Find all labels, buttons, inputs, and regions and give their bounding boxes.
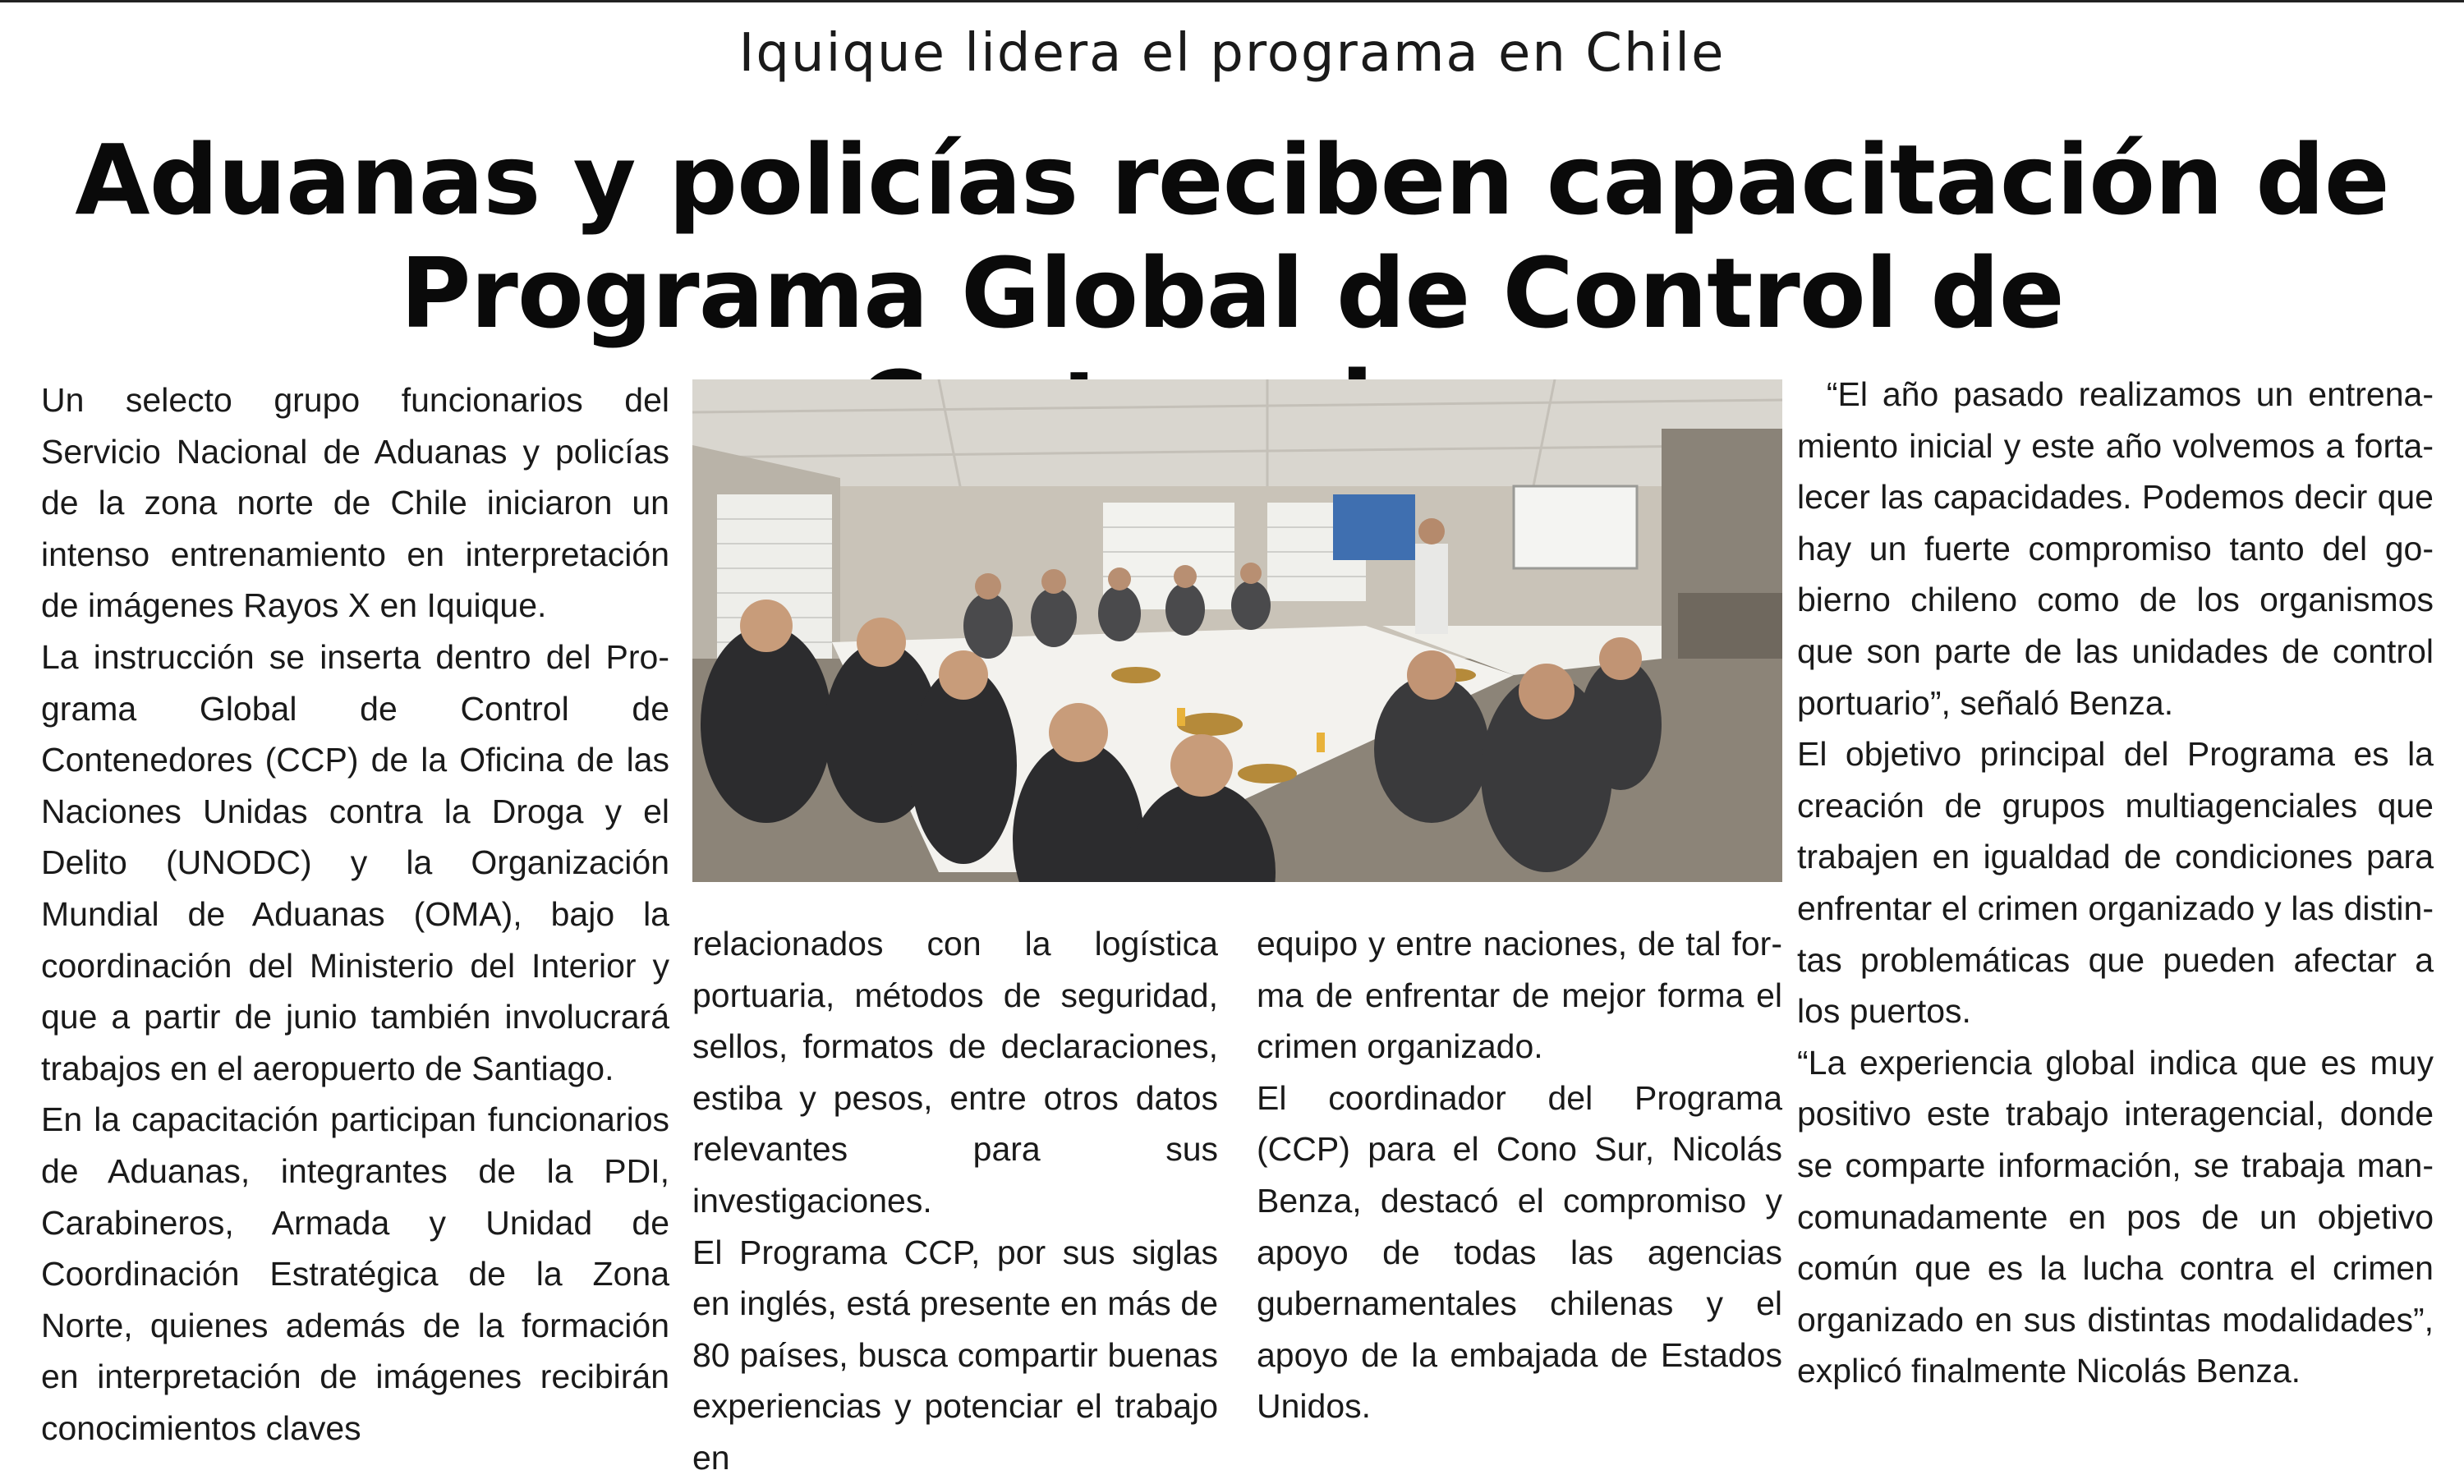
- column-2: [692, 918, 1218, 1484]
- paragraph: Un selecto grupo funcionarios del Servicio Nacional de Aduanas y policías de la zona norte de Chile iniciaron un intenso entrenamiento en interpretación de imágenes Rayos X en Iquique.: [41, 381, 669, 625]
- paragraph: El Programa CCP, por sus siglas en inglés, está presente en más de 80 países, busca compartir buenas experiencias y potenciar el trabajo en: [692, 1233, 1218, 1477]
- meeting-photo-illustration: [692, 379, 1782, 882]
- column-3: [1257, 918, 1782, 1432]
- headline-line-1: Aduanas y policías reciben capacitación de: [75, 123, 2389, 237]
- paragraph: El coordinador del Programa (CCP) para el Cono Sur, Nicolás Benza, destacó el compromiso y apoyo de todas las agencias gubernamentales chilenas y el apoyo de la embajada de Estados Unidos.: [1257, 1078, 1782, 1426]
- paragraph: En la capacitación participan funcionarios de Aduanas, integrantes de la PDI, Carabineros, Armada y Unidad de Coordinación Estratégica de la Zona Norte, quienes además de la formación en interpretación de imágenes recibirán conocimientos claves: [41, 1100, 669, 1447]
- paragraph: equipo y entre naciones, de tal forma de enfrentar de mejor forma el crimen organizado.: [1257, 925, 1782, 1066]
- paragraph: La instrucción se inserta dentro del Programa Global de Control de Contenedores (CCP) de la Oficina de las Naciones Unidas contra la Droga y el Delito (UNODC) y la Organización Mundial de Aduanas (OMA), bajo la coordinación del Ministerio del Interior y que a partir de junio también involucrará trabajos en el aeropuerto de Santiago.: [41, 637, 669, 1087]
- column-1: [41, 374, 669, 1454]
- paragraph: “La experiencia global indica que es muy positivo este trabajo interagencial, donde se comparte información, se trabaja mancomunadamente en pos de un objetivo común que es la lucha contra el crimen organizado en sus distintas modalidades”, explicó finalmente Nicolás Benza.: [1797, 1043, 2434, 1390]
- paragraph: El objetivo principal del Programa es la creación de grupos multiagenciales que trabajen en igualdad de condiciones para enfrentar el crimen organizado y las distintas problemáticas que pueden afectar a los puertos.: [1797, 735, 2434, 1031]
- paragraph: relacionados con la logística portuaria, métodos de seguridad, sellos, formatos de declaraciones, estiba y pesos, entre otros datos relevantes para sus investigaciones.: [692, 925, 1218, 1220]
- paragraph: “El año pasado realizamos un entrenamiento inicial y este año volvemos a fortalecer las capacidades. Podemos decir que hay un fuerte compromiso tanto del gobierno chileno como de los organismos que son parte de las unidades de control portuario”, señaló Benza.: [1797, 375, 2434, 722]
- column-4: [1797, 369, 2434, 1397]
- kicker: Iquique lidera el programa en Chile: [738, 23, 1726, 84]
- headline-line-2: Programa Global de Control de: [400, 237, 2064, 350]
- meeting-photo: [692, 379, 1782, 882]
- top-rule: [0, 0, 2464, 2]
